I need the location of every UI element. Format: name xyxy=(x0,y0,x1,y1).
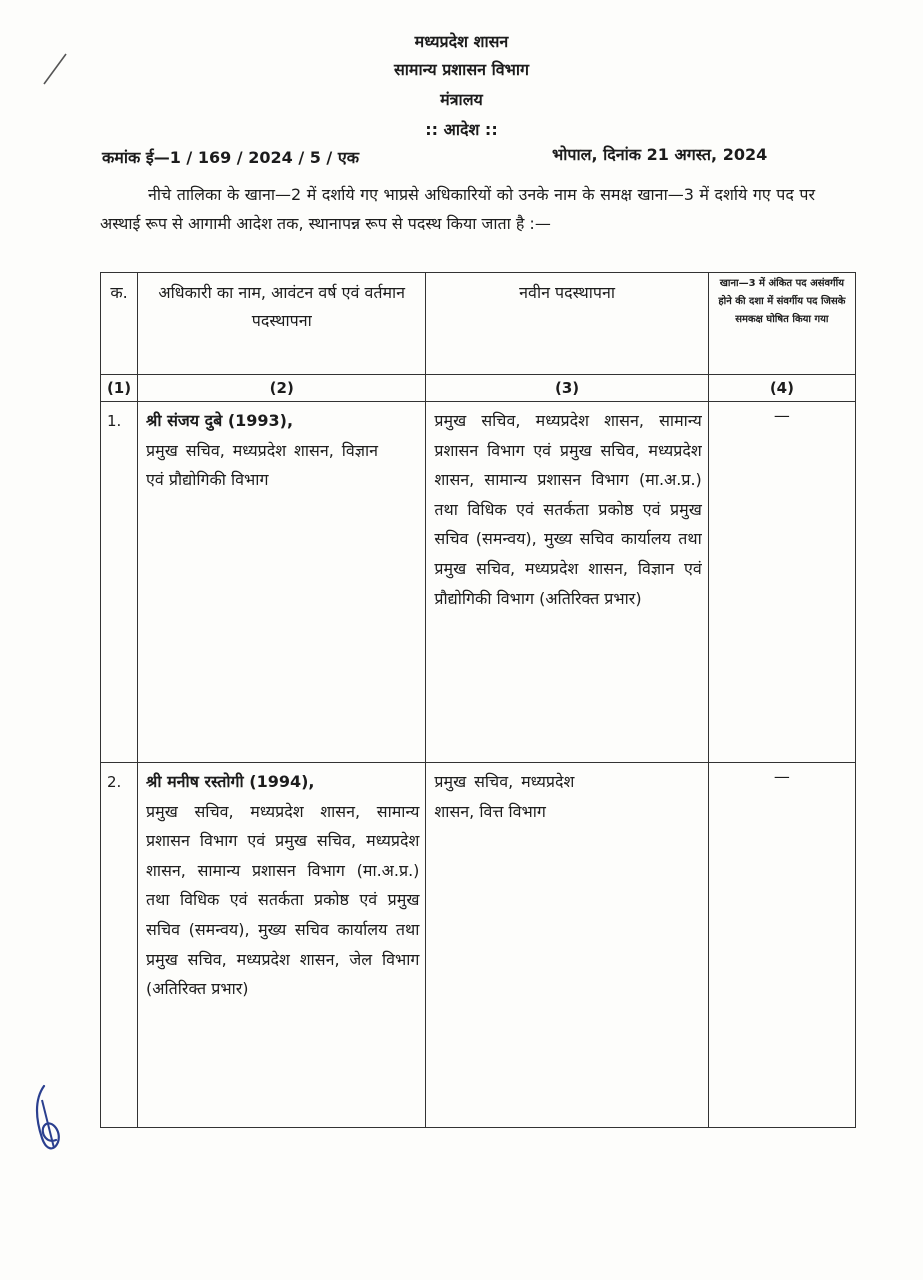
new-posting: प्रमुख सचिव, मध्यप्रदेश शासन, सामान्य प्रशासन विभाग एवं प्रमुख सचिव, मध्यप्रदेश शासन, सामान्य प्रशासन विभाग (मा.अ.प्र.) तथा विधिक एवं सतर्कता प्रकोष्ठ एवं प्रमुख सचिव (समन्वय), मुख्य सचिव कार्यालय तथा प्रमुख सचिव, मध्यप्रदेश शासन, विज्ञान एवं प्रौद्योगिकी विभाग (अतिरिक्त प्रभार) xyxy=(426,402,708,763)
table-row xyxy=(101,763,856,1128)
col-number: (2) xyxy=(138,375,426,402)
order-number: कमांक ई—1 / 169 / 2024 / 5 / एक xyxy=(102,148,359,167)
officer-cell xyxy=(138,402,426,763)
row-serial: 2. xyxy=(101,763,138,1128)
col-number: (3) xyxy=(426,375,708,402)
officer-name: श्री संजय दुबे (1993), xyxy=(146,411,294,430)
new-posting xyxy=(426,763,708,1128)
posting-table xyxy=(100,272,856,1128)
current-posting: प्रमुख सचिव, मध्यप्रदेश शासन, विज्ञान एवं प्रौद्योगिकी विभाग xyxy=(146,440,379,490)
col-header-new-posting: नवीन पदस्थापना xyxy=(426,273,708,375)
col-number: (4) xyxy=(708,375,855,402)
officer-name: श्री मनीष रस्तोगी (1994), xyxy=(146,772,315,791)
cadre-post: — xyxy=(708,763,855,1128)
order-heading: :: आदेश :: xyxy=(425,120,498,139)
current-posting: प्रमुख सचिव, मध्यप्रदेश शासन, सामान्य प्रशासन विभाग एवं प्रमुख सचिव, मध्यप्रदेश शासन, सामान्य प्रशासन विभाग (मा.अ.प्र.) तथा विधिक एवं सतर्कता प्रकोष्ठ एवं प्रमुख सचिव (समन्वय), मुख्य सचिव कार्यालय तथा प्रमुख सचिव, मध्यप्रदेश शासन, जेल विभाग (अतिरिक्त प्रभार) xyxy=(146,801,420,999)
table-row xyxy=(101,402,856,763)
col-header-cadre-post: खाना—3 में अंकित पद असंवर्गीय होने की दशा में संवर्गीय पद जिसके समकक्ष घोषित किया गया xyxy=(708,273,855,375)
table-header-row xyxy=(101,273,856,375)
officer-cell xyxy=(138,763,426,1128)
col-number: (1) xyxy=(101,375,138,402)
cadre-post: — xyxy=(708,402,855,763)
govt-name: मध्यप्रदेश शासन xyxy=(414,32,509,51)
department-name: सामान्य प्रशासन विभाग xyxy=(393,60,530,79)
column-number-row xyxy=(101,375,856,402)
intro-paragraph: नीचे तालिका के खाना—2 में दर्शाये गए भाप्रसे अधिकारियों को उनके नाम के समक्ष खाना—3 में दर्शाये गए पद पर अस्थाई रूप से आगामी आदेश तक, स्थानापन्न रूप से पदस्थ किया जाता है :— xyxy=(100,185,815,233)
initials-signature-icon xyxy=(30,1080,70,1160)
secretariat: मंत्रालय xyxy=(440,90,483,109)
place-date: भोपाल, दिनांक 21 अगस्त, 2024 xyxy=(552,145,768,164)
col-header-officer: अधिकारी का नाम, आवंटन वर्ष एवं वर्तमान पदस्थापना xyxy=(138,273,426,375)
new-posting-text: प्रमुख सचिव, मध्यप्रदेश शासन, वित्त विभाग xyxy=(434,772,575,821)
col-header-sn: क. xyxy=(101,273,138,375)
row-serial: 1. xyxy=(101,402,138,763)
